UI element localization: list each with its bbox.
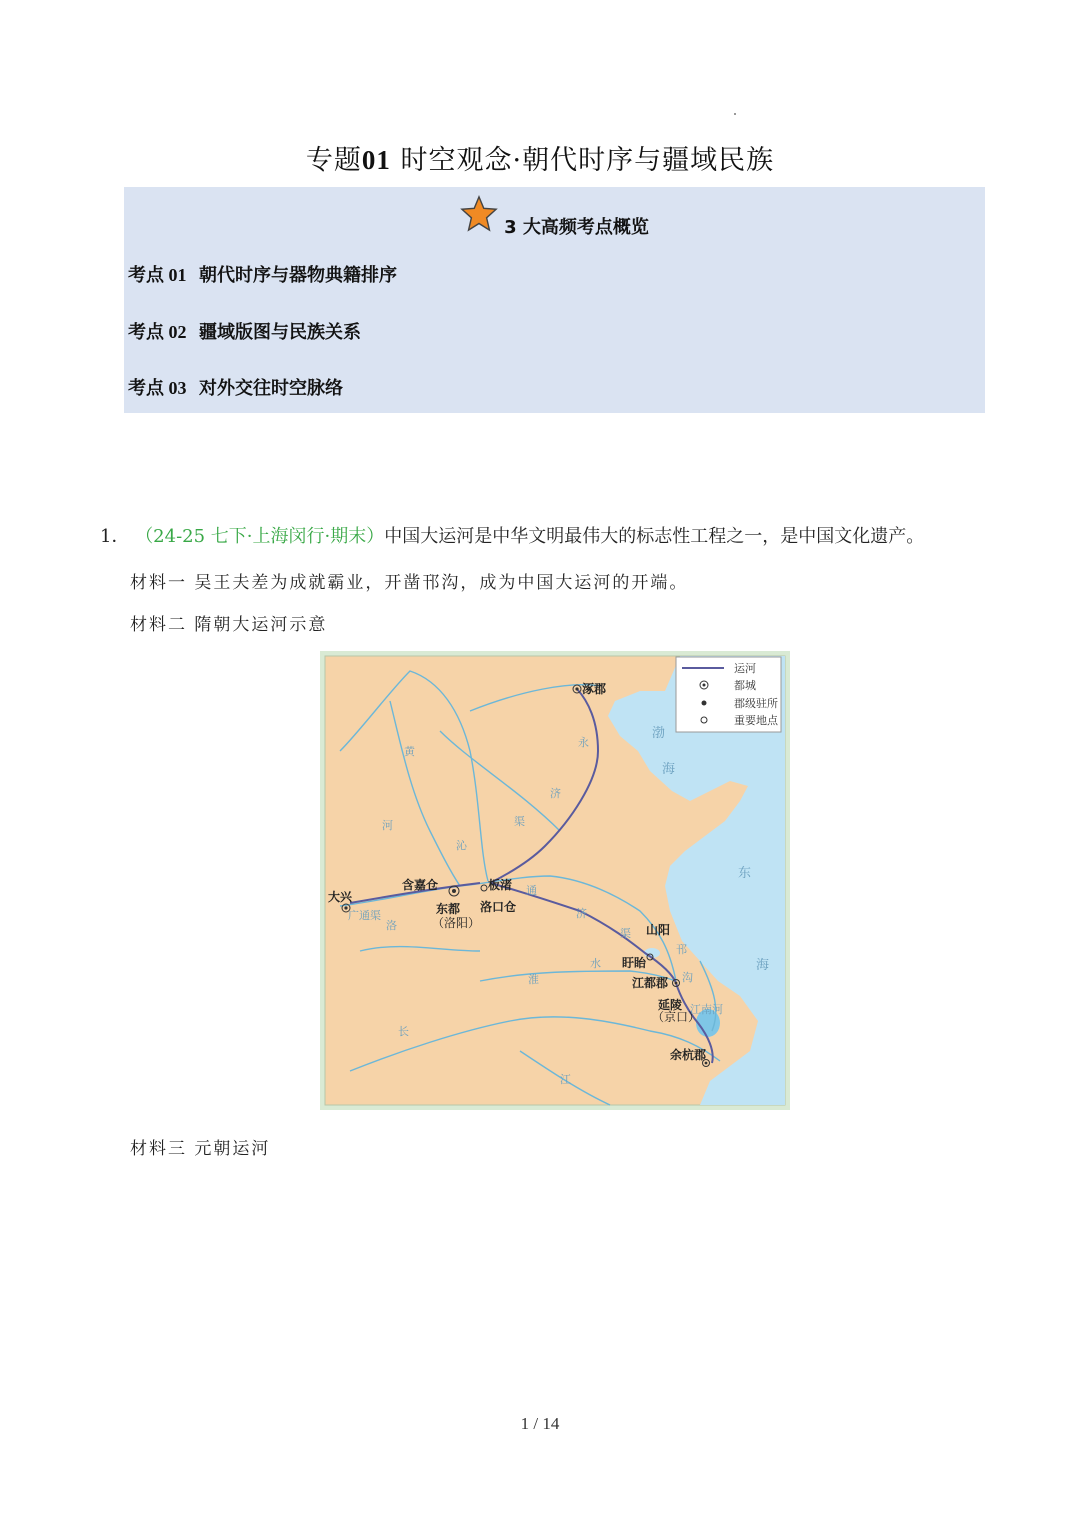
river-qu: 渠 bbox=[514, 815, 525, 828]
place-xuyi: 盱眙 bbox=[622, 956, 647, 970]
sea-hai-1: 海 bbox=[662, 762, 676, 777]
place-banzhu: 板渚 bbox=[488, 878, 513, 892]
question-source: （24-25 七下·上海闵行·期末） bbox=[135, 526, 385, 547]
legend-place: 重要地点 bbox=[734, 714, 778, 727]
river-chang: 长 bbox=[398, 1025, 409, 1038]
legend-canal: 运河 bbox=[734, 662, 756, 675]
speck bbox=[734, 113, 736, 115]
canal-qu: 渠 bbox=[620, 927, 631, 940]
sea-bo: 渤 bbox=[652, 726, 666, 741]
canal-jiangnan: 江南河 bbox=[690, 1003, 723, 1016]
river-luo: 洛 bbox=[386, 919, 397, 932]
question-1 bbox=[100, 522, 924, 548]
material-3: 材料三 元朝运河 bbox=[130, 1139, 271, 1159]
sea-dong: 东 bbox=[738, 866, 752, 881]
place-daxing: 大兴 bbox=[328, 890, 353, 904]
canal-gou: 沟 bbox=[682, 971, 693, 984]
sea-hai-2: 海 bbox=[756, 958, 770, 973]
river-shui: 水 bbox=[590, 957, 601, 970]
place-yuhangjun: 余杭郡 bbox=[670, 1048, 707, 1062]
place-hanjiacang: 含嘉仓 bbox=[402, 878, 439, 892]
page-title: 专题01 时空观念·朝代时序与疆域民族 bbox=[305, 145, 775, 176]
sui-canal-map bbox=[320, 651, 790, 1110]
place-zhuojun: 涿郡 bbox=[582, 682, 607, 696]
river-yong: 永 bbox=[578, 736, 589, 749]
key-point-3: 考点 03 对外交往时空脉络 bbox=[128, 378, 344, 399]
question-number: 1． bbox=[100, 526, 130, 547]
canal-tong: 通 bbox=[526, 884, 537, 897]
river-ji: 济 bbox=[550, 787, 561, 800]
page-number: 1 / 14 bbox=[520, 1414, 560, 1433]
material-2: 材料二 隋朝大运河示意 bbox=[130, 615, 328, 635]
legend-capital: 都城 bbox=[734, 679, 756, 692]
overview-heading: 3 大高频考点概览 bbox=[504, 217, 649, 238]
place-dongdu: 东都 bbox=[436, 902, 461, 916]
place-shanyang: 山阳 bbox=[646, 923, 671, 937]
river-jiang: 江 bbox=[560, 1073, 571, 1086]
place-jiangdujun: 江都郡 bbox=[632, 976, 669, 990]
place-luoyang: （洛阳） bbox=[432, 916, 481, 930]
place-jingkou: （京口） bbox=[652, 1010, 701, 1024]
key-point-2: 考点 02 疆域版图与民族关系 bbox=[128, 322, 362, 343]
place-yanling: 延陵 bbox=[658, 998, 683, 1012]
canal-ji: 济 bbox=[576, 907, 587, 920]
river-huai: 淮 bbox=[528, 973, 539, 986]
key-point-1: 考点 01 朝代时序与器物典籍排序 bbox=[128, 265, 398, 286]
canal-han: 邗 bbox=[676, 943, 687, 956]
place-luokoucang: 洛口仓 bbox=[480, 900, 517, 914]
canal-guangtong: 广通渠 bbox=[348, 909, 381, 922]
overview-box bbox=[124, 187, 985, 413]
river-qin: 沁 bbox=[456, 839, 467, 852]
material-1: 材料一 吴王夫差为成就霸业，开凿邗沟，成为中国大运河的开端。 bbox=[130, 573, 689, 593]
question-text: 中国大运河是中华文明最伟大的标志性工程之一，是中国文化遗产。 bbox=[384, 526, 925, 547]
legend-commandery: 郡级驻所 bbox=[734, 697, 778, 710]
river-he: 河 bbox=[382, 819, 393, 832]
river-huang: 黄 bbox=[404, 745, 415, 758]
